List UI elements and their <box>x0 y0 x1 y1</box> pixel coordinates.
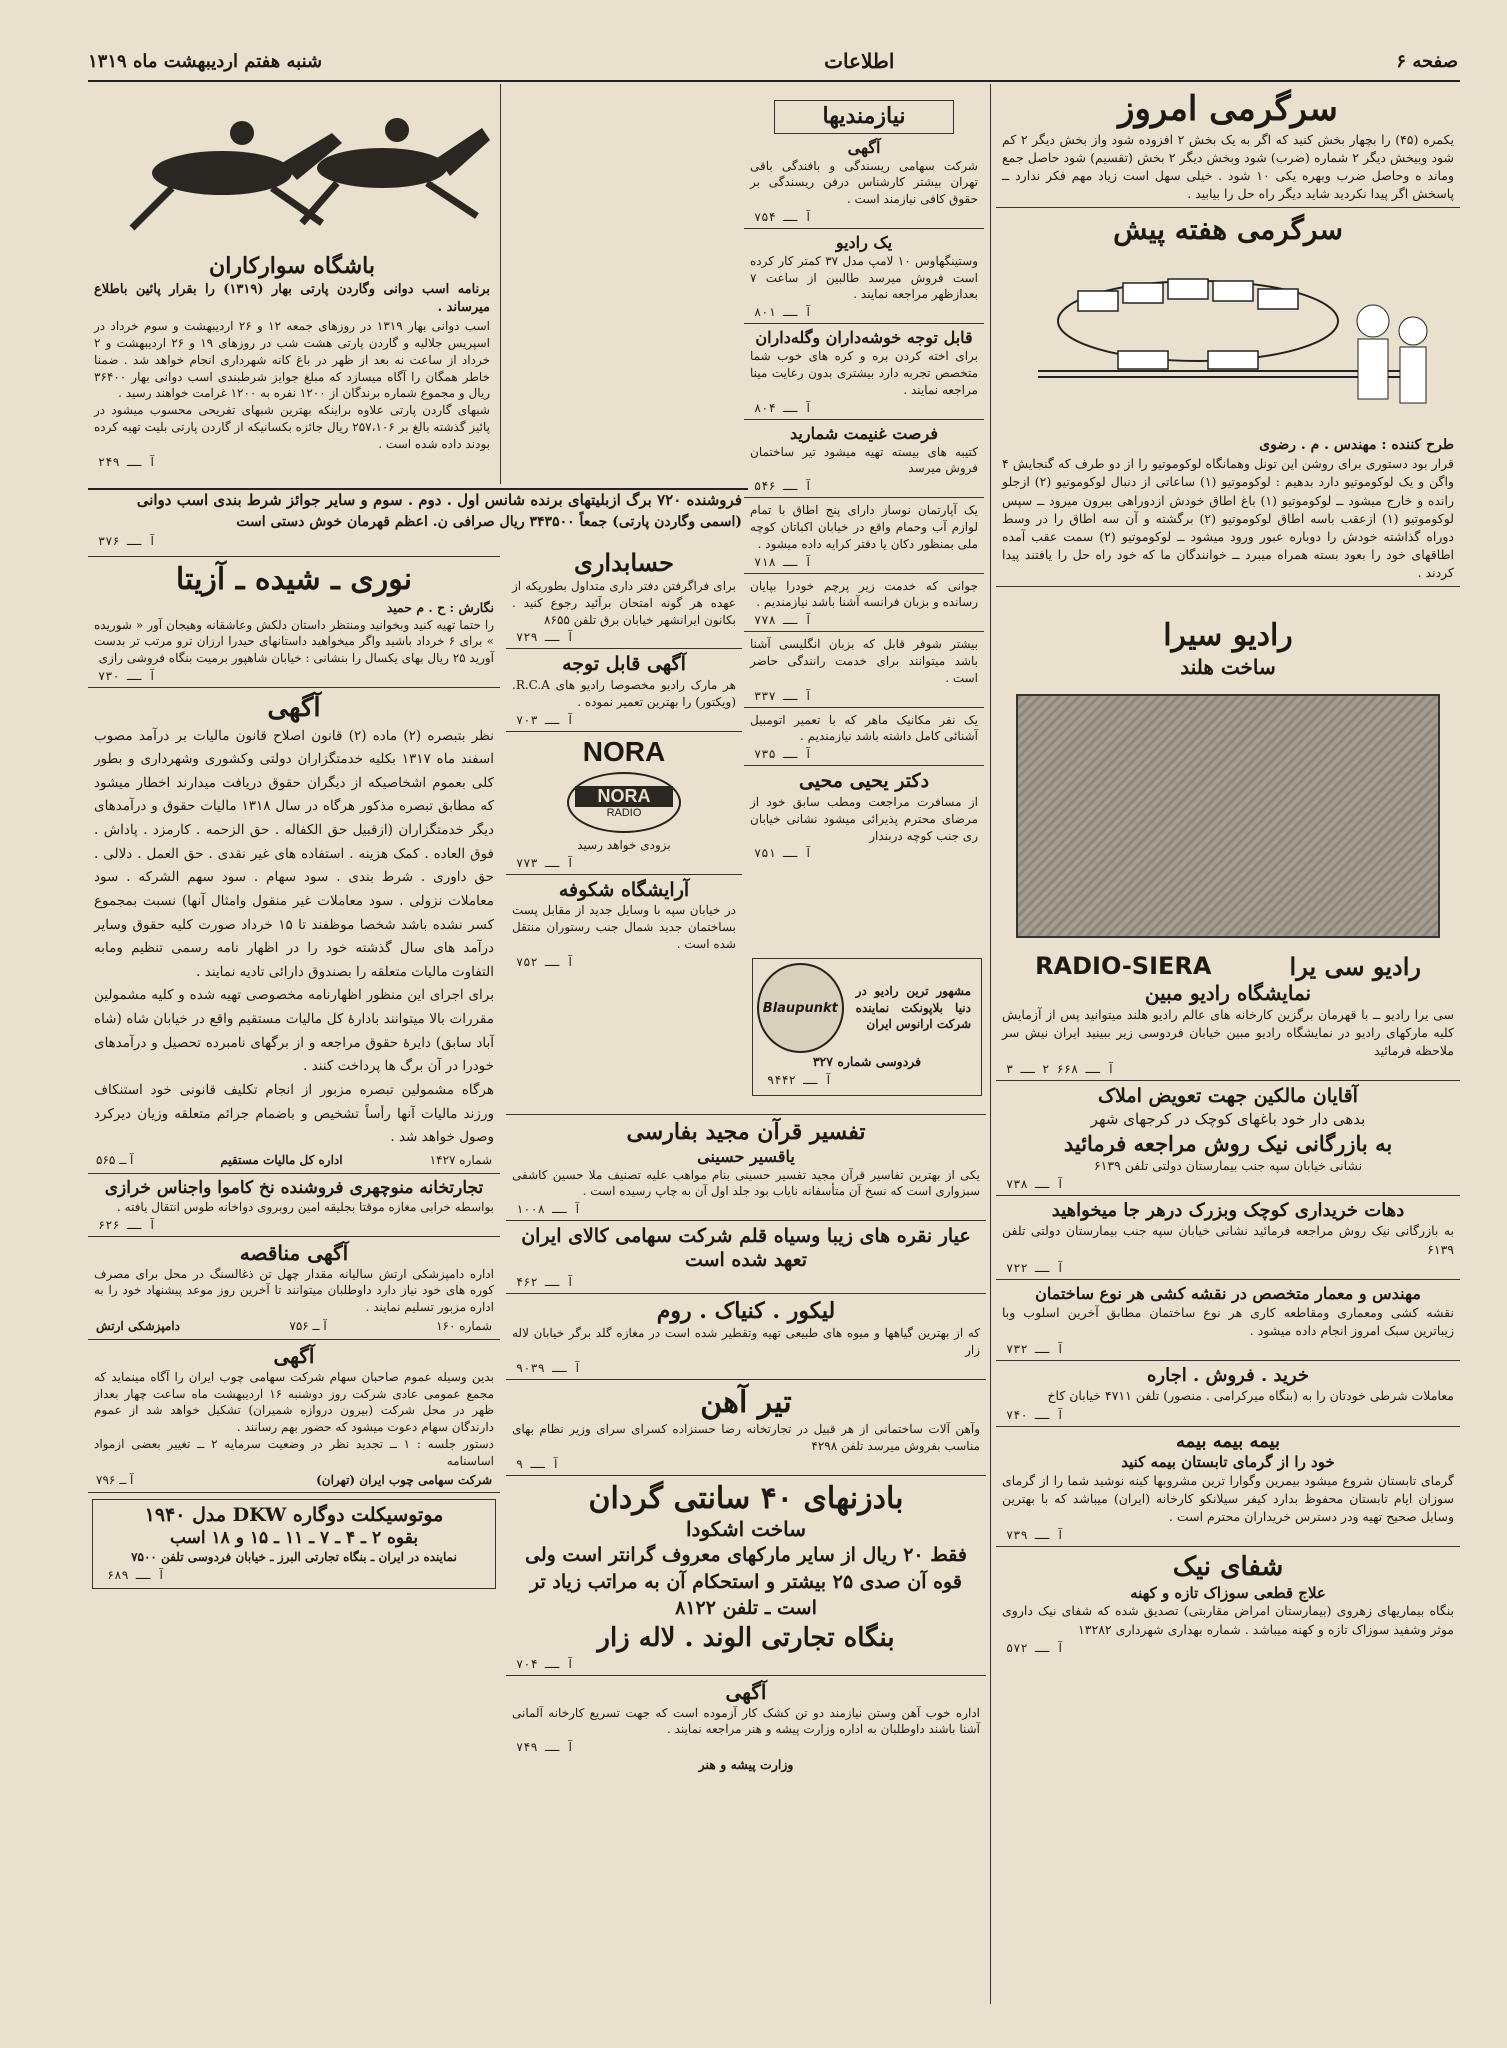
liquor-title: لیکور . کنیاک . روم <box>656 1297 836 1324</box>
divider <box>88 1339 500 1340</box>
fan-sub: ساخت اشکودا <box>686 1517 806 1542</box>
ad1-title: آگهی <box>847 137 881 157</box>
moto-ref: آ ــ ۶۸۹ <box>107 1568 165 1583</box>
bottom-ad-ref: آ ــ ۷۴۹ <box>516 1740 574 1755</box>
horse-club-ref: آ ــ ۲۴۹ <box>98 454 156 469</box>
puzzle-lastweek-title: سرگرمی هفته پیش <box>1113 213 1343 246</box>
divider <box>506 1379 986 1380</box>
clinic-sub: علاج قطعی سوزاک تازه و کهنه <box>1130 1583 1326 1602</box>
liquor-ref: آ ــ ۹۰۳۹ <box>516 1360 582 1375</box>
swap-body: بدهی دار خود باغهای کوچک در کرجهای شهر <box>1090 1109 1366 1128</box>
wagon <box>1213 281 1253 301</box>
center-lower-ads <box>506 1110 986 2005</box>
moto-ad <box>92 1499 496 1589</box>
horse-club-note: شبهای گاردن پارتی علاوه براینکه بهترین شبهای تفریحی محسوب میشود در پائیز گذشته بالغ بر ۲۵۷،۱۰۶ ریال جائزه بکسانیکه از گاردن پارتی بلیت تهیه کرده بودند داده شده است . <box>94 403 490 451</box>
job-body: جوانی که خدمت زیر پرچم خودرا بپایان رسانده و بزبان فرانسه آشنا باشد نیازمندیم . <box>750 578 978 610</box>
jockey <box>385 118 409 142</box>
fan-body: فقط ۲۰ ریال از سایر مارکهای معروف گرانتر است ولی قوه آن صدی ۲۵ بیشتر و استحکام آن به مراتب زیاد تر است ـ تلفن ۸۱۲۲ <box>525 1544 967 1620</box>
right-column <box>996 88 1460 2003</box>
radio-siera-brand: RADIO-SIERA <box>1035 952 1212 981</box>
silver-title: عیار نقره های زیبا وسیاه قلم شرکت سهامی کالای ایران تعهد شده است <box>521 1225 971 1271</box>
divider <box>744 228 984 229</box>
trade-body: معاملات شرطی خودتان را به (بنگاه میرکرامی . منصور) تلفن ۴۷۱۱ خیابان کاخ <box>1047 1388 1454 1404</box>
radio-siera-ad <box>996 617 1460 1076</box>
divider <box>744 497 984 498</box>
engineer-title: مهندس و معمار متخصص در نقشه کشی هر نوع ساختمان <box>1035 1283 1421 1303</box>
bottom-ad-body: اداره خوب آهن وستن نیازمند دو تن کشک کار آزموده است که جهت تسریع کارخانه آلمانی آشنا باشند داوطلبان به اداره وزارت پیشه و هنر مراجعه نمایند . <box>512 1705 980 1737</box>
blaupunkt-row <box>757 963 977 1053</box>
villages-body: به بازرگانی نیک روش مراجعه فرمائید نشانی خیابان سپه جنب بیمارستان دولتی تلفن ۶۱۳۹ <box>1002 1223 1454 1257</box>
wagon <box>1123 283 1163 303</box>
gold-title: قابل توجه خوشه‌داران وگله‌داران <box>755 328 973 348</box>
blaupunkt-logo-circle <box>757 963 844 1053</box>
divider <box>506 1675 986 1676</box>
job-ref: آ ــ ۷۷۸ <box>754 613 812 628</box>
divider <box>744 631 984 632</box>
divider <box>88 556 500 557</box>
divider <box>506 874 742 875</box>
puzzle-today <box>996 88 1460 203</box>
accounting-body: برای فراگرفتن دفتر داری متداول بطوریکه از عهده هر گونه امتحان برآئید رجوع کنید . بکانون ایرانشهر خیابان برق تلفن ۸۶۵۵ <box>512 579 736 627</box>
divider <box>996 1080 1460 1081</box>
divider <box>744 573 984 574</box>
engineer-ref: آ ــ ۷۳۲ <box>1006 1341 1064 1356</box>
horse-neck <box>437 128 490 176</box>
divider <box>506 731 742 732</box>
driver-body: بیشتر شوفر قابل که بزبان انگلیسی آشنا باشد میتوانند برای خدمت رانندگی حاضر است . <box>750 637 978 685</box>
insurance-ad <box>996 1431 1460 1543</box>
property-swap-ad <box>996 1085 1460 1191</box>
iron-ref: آ ــ ۹ <box>516 1456 560 1471</box>
left-column <box>88 552 500 2002</box>
blaupunkt-addr: فردوسی شماره ۳۲۷ <box>812 1054 922 1069</box>
divider <box>88 1492 500 1493</box>
blaupunkt-text: مشهور ترین رادیو در دنیا بلاپونکت نماینده شرکت ارانوس ایران <box>855 983 971 1032</box>
horse-club-ad <box>88 88 496 478</box>
divider <box>88 1236 500 1237</box>
clinic-ref: آ ــ ۵۷۲ <box>1006 1640 1064 1655</box>
nora-ref: آ ــ ۷۷۳ <box>516 855 574 870</box>
divider <box>996 586 1460 587</box>
figure-body <box>1400 347 1426 403</box>
notice-title: آگهی قابل توجه <box>562 653 686 676</box>
divider <box>506 648 742 649</box>
tender-sign: دامپزشکی ارتش <box>96 1319 180 1333</box>
horse-leg <box>132 188 172 228</box>
center-left-ads <box>506 548 742 1108</box>
radio-ref: آ ــ ۸۰۱ <box>754 305 812 320</box>
insurance-body: گرمای تابستان شروع میشود بیمرین وگوارا ترین مشروبها کینه نوشید شما را از گرمای سوزان ایام تابستان محفوظ بدارد کیفر سیلانکو کارخانه (ایران) میباشد که با بهترین وسایل صحیح تهیه ودر دسترس خریداران محترم است . <box>1002 1472 1454 1525</box>
column-divider-left-top <box>500 84 501 484</box>
needs-header-box <box>774 100 954 134</box>
radio-set-image <box>1016 694 1440 938</box>
horse-racing-illustration <box>92 88 492 253</box>
insurance-title: بیمه بیمه بیمه <box>1175 1430 1281 1452</box>
nora-badge-shape <box>567 772 681 833</box>
wagon <box>1078 291 1118 311</box>
fan-shop: بنگاه تجارتی الوند . لاله زار <box>597 1623 895 1654</box>
villages-title: دهات خریداری کوچک وبزرک درهر جا میخواهید <box>1051 1199 1405 1221</box>
clinic-ad <box>996 1551 1460 1655</box>
clinic-body: بنگاه بیماریهای زهروی (بیمارستان امراض مقاربتی) تصدیق شده که شفای نیک داروی موثر وشفید سوزاک تازه و کهنه میباشد . شماره بهداری شهرداری ۱۳۲۸۲ <box>1002 1603 1454 1637</box>
moto-body: نماینده در ایران ـ بنگاه تجارتی البرز ـ خیابان فردوسی تلفن ۷۵۰۰ <box>131 1550 457 1565</box>
sale-title: فروشنده ۷۲۰ برگ ازبلیتهای برنده شانس اول . دوم . سوم و سایر جوائز شرط بندی اسب دوانی <box>136 491 742 509</box>
swap-addr: نشانی خیابان سپه جنب بیمارستان دولتی تلفن ۶۱۳۹ <box>1093 1157 1363 1173</box>
doctor-title: دکتر یحیی محیی <box>798 770 930 793</box>
salon-ref: آ ــ ۷۵۲ <box>516 954 574 969</box>
nora-radio: RADIO <box>606 806 642 819</box>
meeting-footer <box>96 1472 492 1489</box>
figure-head <box>1399 317 1427 345</box>
tender-footer <box>96 1318 492 1335</box>
house-body: یک آپارتمان نوساز دارای پنج اطاق با تمام لوازم آب وحمام واقع در خیابان اکباتان کوچه ملی بمنظور دکان یا دفتر کرایه داده میشود . <box>750 503 978 551</box>
horse-leg <box>427 183 477 216</box>
book-author: نگارش : ح . م حمید <box>386 599 494 615</box>
chance-ref: آ ــ ۵۴۶ <box>754 479 812 494</box>
tax-ref: آ ــ ۵۶۵ <box>96 1152 134 1167</box>
bottom-ad-title: آگهی <box>725 1679 767 1704</box>
radio-siera-brand-row <box>996 952 1460 981</box>
iron-body: وآهن آلات ساختمانی از هر قبیل در تجارتخانه رضا حسنزاده کسرای سرای وزیر نظام بهای مناسب بفروش میرسد تلفن ۴۲۹۸ <box>512 1422 980 1453</box>
fan-title: بادزنهای ۴۰ سانتی گردان <box>588 1480 904 1516</box>
notice-ref: آ ــ ۷۰۳ <box>516 712 574 727</box>
divider <box>744 323 984 324</box>
wagon <box>1258 289 1298 309</box>
mech-ref: آ ــ ۷۳۵ <box>754 747 812 762</box>
meeting-agenda: دستور جلسه : ۱ ــ تجدید نظر در وضعیت سرمایه ۲ ــ تغییر بعضی ازمواد اساسنامه <box>94 1436 494 1468</box>
quran-author: یاقسیر حسینی <box>697 1146 795 1166</box>
radio-siera-headline: رادیو سیرا <box>1163 618 1293 654</box>
puzzle-today-body: یکمره (۴۵) را بچهار بخش کنید که اگر به یک بخش ۲ افزوده شود واز بخش دیگر ۲ کم شود وبیخش دیگر ۲ شماره (ضرب) شود وبخش دیگر ۲ بخش (تقسیم) شود حاصل جمع وماند ه وحاصل ضرب وبهره یکی ۱۰ شود . خیلی سهل است زیاد مهم فکر ندارد ــ پاسخش اگر پیدا نکردید شاید دیگر راه حل را بیابید . <box>1002 131 1454 201</box>
horse-club-body: اسب دوانی بهار ۱۳۱۹ در روزهای جمعه ۱۲ و ۲۶ اردیبهشت و سوم خرداد در اسپریس جلالیه و گاردن پارتی هشت شب در روزهای ۱۹ و ۲۶ اردیبهشت و ۲ خرداد از ساعت نه بعد از ظهر در باغ کانه شهرداری انجام خواهد شد . ضمنا خاطر همگان را آگاه میسازد که مبلغ جوایز شرطبندی اسب دوانی بهار ۳۶۴۰۰ ریال و مجموع شماره برندگان از ۱۲۰۰ نفره به ۱۲۰۰ غرامت خواهند رسید . <box>94 319 490 401</box>
jockey <box>230 121 254 145</box>
header-rule <box>88 80 1460 82</box>
meeting-body: بدین وسیله عموم صاحبان سهام شرکت سهامی چوب ایران را آگاه مینماید که مجمع عمومی عادی شرکت روز دوشنبه ۱۶ اردیبهشت ماه ساعت چهار بعداز ظهر در محل شرکت (بیرون دروازه شمیران) تشکیل خواهد شد از عموم دارندگان سهام دعوت میشود که حضور بهم رسانند . <box>94 1369 495 1435</box>
divider <box>88 1173 500 1174</box>
tender-title: آگهی مناقصه <box>239 1240 349 1265</box>
driver-ref: آ ــ ۳۳۷ <box>754 688 812 703</box>
divider <box>88 687 500 688</box>
tender-number: شماره ۱۶۰ <box>436 1319 492 1333</box>
divider <box>996 1360 1460 1361</box>
blaupunkt-logo: Blaupunkt <box>762 1000 838 1016</box>
newspaper-name: اطلاعات <box>824 49 895 73</box>
engineer-body: نقشه کشی ومعماری ومقاطعه کاری هر نوع ساختمان مطابق آخرین اسلوب وبا زیباترین سبک امروز انجام داده میشود . <box>1002 1304 1454 1338</box>
trade-ad <box>996 1365 1460 1422</box>
ad1-ref: آ ــ ۷۵۴ <box>754 209 812 224</box>
chance-title: فرصت غنیمت شمارید <box>789 423 938 443</box>
page-number: صفحه ۶ <box>1396 50 1458 72</box>
clinic-title: شفای نیک <box>1172 1552 1284 1583</box>
engineer-ad <box>996 1284 1460 1356</box>
tax-title: آگهی <box>267 693 321 724</box>
trade-ref: آ ــ ۷۴۰ <box>1006 1407 1064 1422</box>
page-header <box>88 48 1458 74</box>
divider <box>506 1114 986 1115</box>
insurance-ref: آ ــ ۷۳۹ <box>1006 1528 1064 1543</box>
book-title: نوری ـ شیده ـ آزیتا <box>175 562 413 597</box>
tax-body: نظر بتبصره (۲) ماده (۲) قانون اصلاح قانون مالیات بر درآمد مصوب اسفند ماه ۱۳۱۷ بکلیه خدمتگزاران دولتی وکشوری وشهرداری و بطور کلی بعموم اشخاصیکه از دیگران حقوق دریافت میدارند اخطار میشود که مطابق تبصره مذکور هرگاه در سال ۱۳۱۸ مالیات حقوق و درآمدهای دیگر خدمتگزاران (ازقبیل حق الکفاله . حق الزحمه . کارمزد . پاداش . فوق العاده . کمک هزینه . استفاده های غیر نقدی . حق العمل . دلالی . حق داوری . شرط بندی . سود سهام . سود سهم الشرکه . سود معاملات نزولی . سود معاملات غیر منقول وامثال آنها) نسبت بمجموع کسر نشده باشد شخصا موظفند تا ۱۵ خرداد صورت کلیه حقوق وسایر درآمد های سال گذشته خود را در اظهار نامه رسمی تنظیم ومابه التفاوت مالیات متعلقه را بصندوق دارائی تادیه نمایند . برای اجرای این منظور اظهارنامه مخصوصی تهیه شده و کلیه مشمولین مقررات بالا میتوانند بادارهٔ کل مالیات مستقیم واقع در خیابان شاه (شاه آباد سابق) دایرهٔ حقوق مراجعه و از برگهای نامبرده تحصیل و درآمدهای خودرا در آن برگ ها پرداخت کنند . هرگاه مشمولین تبصره مزبور از انجام تکلیف قانونی خود استنکاف ورزند مالیات آنها رأساً تشخیص و باضمام جرائم متعلقه وزیان دیرکرد وصول خواهد شد . <box>94 727 495 1146</box>
fan-ref: آ ــ ۷۰۴ <box>516 1656 574 1671</box>
needs-title: نیازمندیها <box>822 103 906 129</box>
meeting-ref: آ ــ ۷۹۶ <box>96 1472 134 1487</box>
chance-body: کتیبه های بیسته تهیه میشود تیر ساختمان فروش میرسد <box>750 444 978 476</box>
radio-siera-ref: آ ــ ۶۶۸ ۲ ــ ۳ <box>1006 1062 1115 1077</box>
book-ref: آ ــ ۷۳۰ <box>98 669 156 684</box>
quran-body: یکی از بهترین تفاسیر قرآن مجید تفسیر حسینی بنام مواهب علیه تصنیف ملا حسین کاشفی سبزواری است که نسخ آن متأسفانه نایاب بود جلد اول آن به چاپ رسیده است . <box>512 1167 980 1199</box>
blaupunkt-ref: آ ــ ۹۴۴۲ <box>767 1073 833 1088</box>
villages-ad <box>996 1200 1460 1275</box>
puzzle-designer: طرح کننده : مهندس . م . رضوی <box>1259 437 1454 453</box>
radio-siera-brand-fa: رادیو سی یرا <box>1289 951 1421 981</box>
figure-body <box>1358 339 1388 399</box>
puzzle-today-title: سرگرمی امروز <box>1118 89 1338 129</box>
meeting-sign: شرکت سهامی چوب ایران (تهران) <box>316 1472 492 1487</box>
moto-title: موتوسیکلت دوگاره DKW مدل ۱۹۴۰ <box>144 1504 444 1527</box>
divider <box>996 1546 1460 1547</box>
tax-footer <box>96 1152 492 1169</box>
radio-title: یک رادیو <box>835 232 893 252</box>
trade-title: خرید . فروش . اجاره <box>1146 1364 1310 1386</box>
moto-power: بقوه ۲ ـ ۴ ـ ۷ ـ ۱۱ ـ ۱۵ و ۱۸ اسب <box>169 1528 419 1549</box>
sale-body: (اسمی وگاردن پارتی) جمعاً ۳۴۳۵۰۰ ریال صرافی ن. اعظم قهرمان خوش دستی است <box>236 513 742 530</box>
column-divider-right <box>990 84 991 2004</box>
swap-ref: آ ــ ۷۳۸ <box>1006 1176 1064 1191</box>
meeting-title: آگهی <box>273 1343 315 1368</box>
fabric-body: بواسطه خرابی مغازه موقتا بجلیقه امین روبروی دواخانه طوس انتقال یافته . <box>117 1199 494 1214</box>
tax-sign: اداره کل مالیات مستقیم <box>220 1152 343 1167</box>
puzzle-lastweek <box>996 212 1460 582</box>
insurance-sub: خود را از گرمای تابستان بیمه کنید <box>1121 1453 1335 1472</box>
locomotive <box>1118 351 1168 369</box>
house-ref: آ ــ ۷۱۸ <box>754 554 812 569</box>
radio-siera-body: سی یرا رادیو ــ با قهرمان برگزین کارخانه های عالم رادیو هلند میتوانید پس از آزمایش کلیه مارکهای رادیو در نمایشگاه رادیو مبین خیابان فردوسی زیر ببینید ایران نیش سر ملاحظه فرمائید <box>1002 1006 1454 1058</box>
swap-title: آقایان مالکین جهت تعویض املاک <box>1098 1085 1358 1108</box>
divider <box>506 1293 986 1294</box>
radio-body: وستینگهاوس ۱۰ لامپ مدل ۳۷ کمتر کار کرده است فروش میرسد طالبین از ساعت ۷ بعدازظهر مراجعه نمایند . <box>750 253 978 302</box>
tender-body: اداره دامپزشکی ارتش سالیانه مقدار چهل تن ذغالسنگ در محل برای مصرف کوره های خود نیاز دارد داوطلبان میتوانند تا آخرین روز موعد پیشنهاد خود را به اداره مزبور تسلیم نمایند . <box>94 1266 494 1315</box>
divider <box>996 1279 1460 1280</box>
gold-body: برای اخته کردن بره و کره های خوب شما متخصص تجربه دارد بیشتری بدون رعایت مینا مراجعه نمایند . <box>750 349 978 397</box>
nora-caption: بزودی خواهد رسید <box>577 837 671 852</box>
doctor-body: از مسافرت مراجعت ومطب سابق خود از مرضای محترم پذیرائی میشود نشانی خیابان ری جنب کوچه دربندار <box>750 794 978 843</box>
horse-club-title: باشگاه سوارکاران <box>209 253 375 279</box>
classifieds-column <box>744 96 984 956</box>
nora-logo: NORA <box>582 735 666 767</box>
divider <box>744 707 984 708</box>
salon-body: در خیابان سپه با وسایل جدید از مقابل پست بساختمان جدید شمال جنب رستوران منتقل شده است . <box>512 903 736 951</box>
silver-ref: آ ــ ۴۶۲ <box>516 1274 574 1289</box>
radio-siera-shop: نمایشگاه رادیو مبین <box>1144 980 1312 1005</box>
iron-title: تیر آهن <box>700 1384 792 1420</box>
book-body: را حتما تهیه کنید وبخوانید ومنتظر داستان دلکش وعاشقانه وهیجان آور « شوریده » برای ۶ خرداد باشید واگر میخواهید داستانهای حیدرا ارزان ترو مرتب تر بدست آورید ۲۵ ریال بهای یکسال را بنشانی : خیابان شاهپور برمیت بنگاه فروشی رازی <box>94 617 494 666</box>
divider <box>996 1195 1460 1196</box>
wagon <box>1168 279 1208 299</box>
fabric-title: تجارتخانه منوچهری فروشنده نخ کاموا واجناس خرازی <box>104 1177 484 1198</box>
liquor-body: که از بهترین گیاهها و میوه های طبیعی تهیه وتقطیر شده است در مغازه گلد برگر خیابان لاله زار <box>512 1326 980 1357</box>
puzzle-lastweek-body: قرار بود دستوری برای روشن این تونل وهمانگاه لوکوموتیو را از دو طرف که گنجایش ۴ واگن و یک لوکوموتیو دارد بدهیم : لوکوموتیو (۱) ساعاتی از دنبال لوکوموتیو (۲) ازجلو رانده و خارج میشود ــ لوکوموتیو (۱) باغ اطاق خودش ازدوراهی بیرون میرود ــ سپس لوکوموتیو (۱) ازعقب باسه اطاق لوکوموتیو (۲) برگشته و آن سه اطاق را در وسط دوراه گذاشته خودش را دوباره عبور ورود میشود ــ لوکوموتیو (۲) سمت عقب آمده اطاقهای خود را بعود بسته همراه میبرد ــ خوانندگان ما که خود راه حل را یافتند پیدا کردند . <box>1002 456 1454 581</box>
divider <box>996 1426 1460 1427</box>
quran-ref: آ ــ ۱۰۰۸ <box>516 1202 582 1217</box>
radio-siera-sub: ساخت هلند <box>1180 654 1276 679</box>
issue-date: شنبه هفتم اردیبهشت ماه ۱۳۱۹ <box>88 50 323 72</box>
quran-title: تفسیر قرآن مجید بفارسی <box>626 1119 866 1145</box>
divider <box>506 1220 986 1221</box>
ad1-body: شرکت سهامی ریسندگی و بافندگی باقی تهران بیشتر کارشناس درفن ریسندگی بر حقوق کافی نیازمند است . <box>750 158 978 207</box>
swap-title2: به بازرگانی نیک روش مراجعه فرمائید <box>1063 1130 1393 1156</box>
villages-ref: آ ــ ۷۲۲ <box>1006 1260 1064 1275</box>
divider <box>744 419 984 420</box>
horse-body <box>317 148 447 188</box>
fabric-ref: آ ــ ۶۲۶ <box>98 1217 156 1232</box>
sale-ref: آ ــ ۳۷۶ <box>98 534 156 548</box>
tax-number: شماره ۱۴۲۷ <box>429 1152 492 1167</box>
horse-club-sub: برنامه اسب دوانی وگاردن پارتی بهار (۱۳۱۹) را بقرار پائین باطلاع میرساند . <box>94 281 490 316</box>
train-puzzle-illustration <box>1008 251 1448 431</box>
doctor-ref: آ ــ ۷۵۱ <box>754 846 812 861</box>
tender-ref: آ ــ ۷۵۶ <box>289 1319 327 1333</box>
divider <box>744 765 984 766</box>
notice-body: هر مارک رادیو مخصوصا رادیو های R.C.A. (ویکتور) را بهترین تعمیر نموده . <box>512 678 736 709</box>
gold-ref: آ ــ ۸۰۴ <box>754 400 812 415</box>
accounting-ref: آ ــ ۷۲۹ <box>516 630 574 645</box>
nora-badge: NORA <box>575 786 673 807</box>
accounting-title: حسابداری <box>574 548 674 577</box>
salon-title: آرایشگاه شکوفه <box>558 878 690 901</box>
divider <box>996 207 1460 208</box>
divider <box>506 1475 986 1476</box>
horse-body <box>152 151 292 195</box>
bottom-ad-sign: وزارت پیشه و هنر <box>698 1757 794 1773</box>
blaupunkt-ad <box>752 958 982 1096</box>
ticket-sale-ad <box>88 488 748 548</box>
locomotive <box>1208 351 1258 369</box>
mech-body: یک نفر مکانیک ماهر که با تعمیر اتومبیل آشنائی کامل داشته باشد نیازمندیم . <box>750 712 978 744</box>
figure-head <box>1357 305 1389 337</box>
